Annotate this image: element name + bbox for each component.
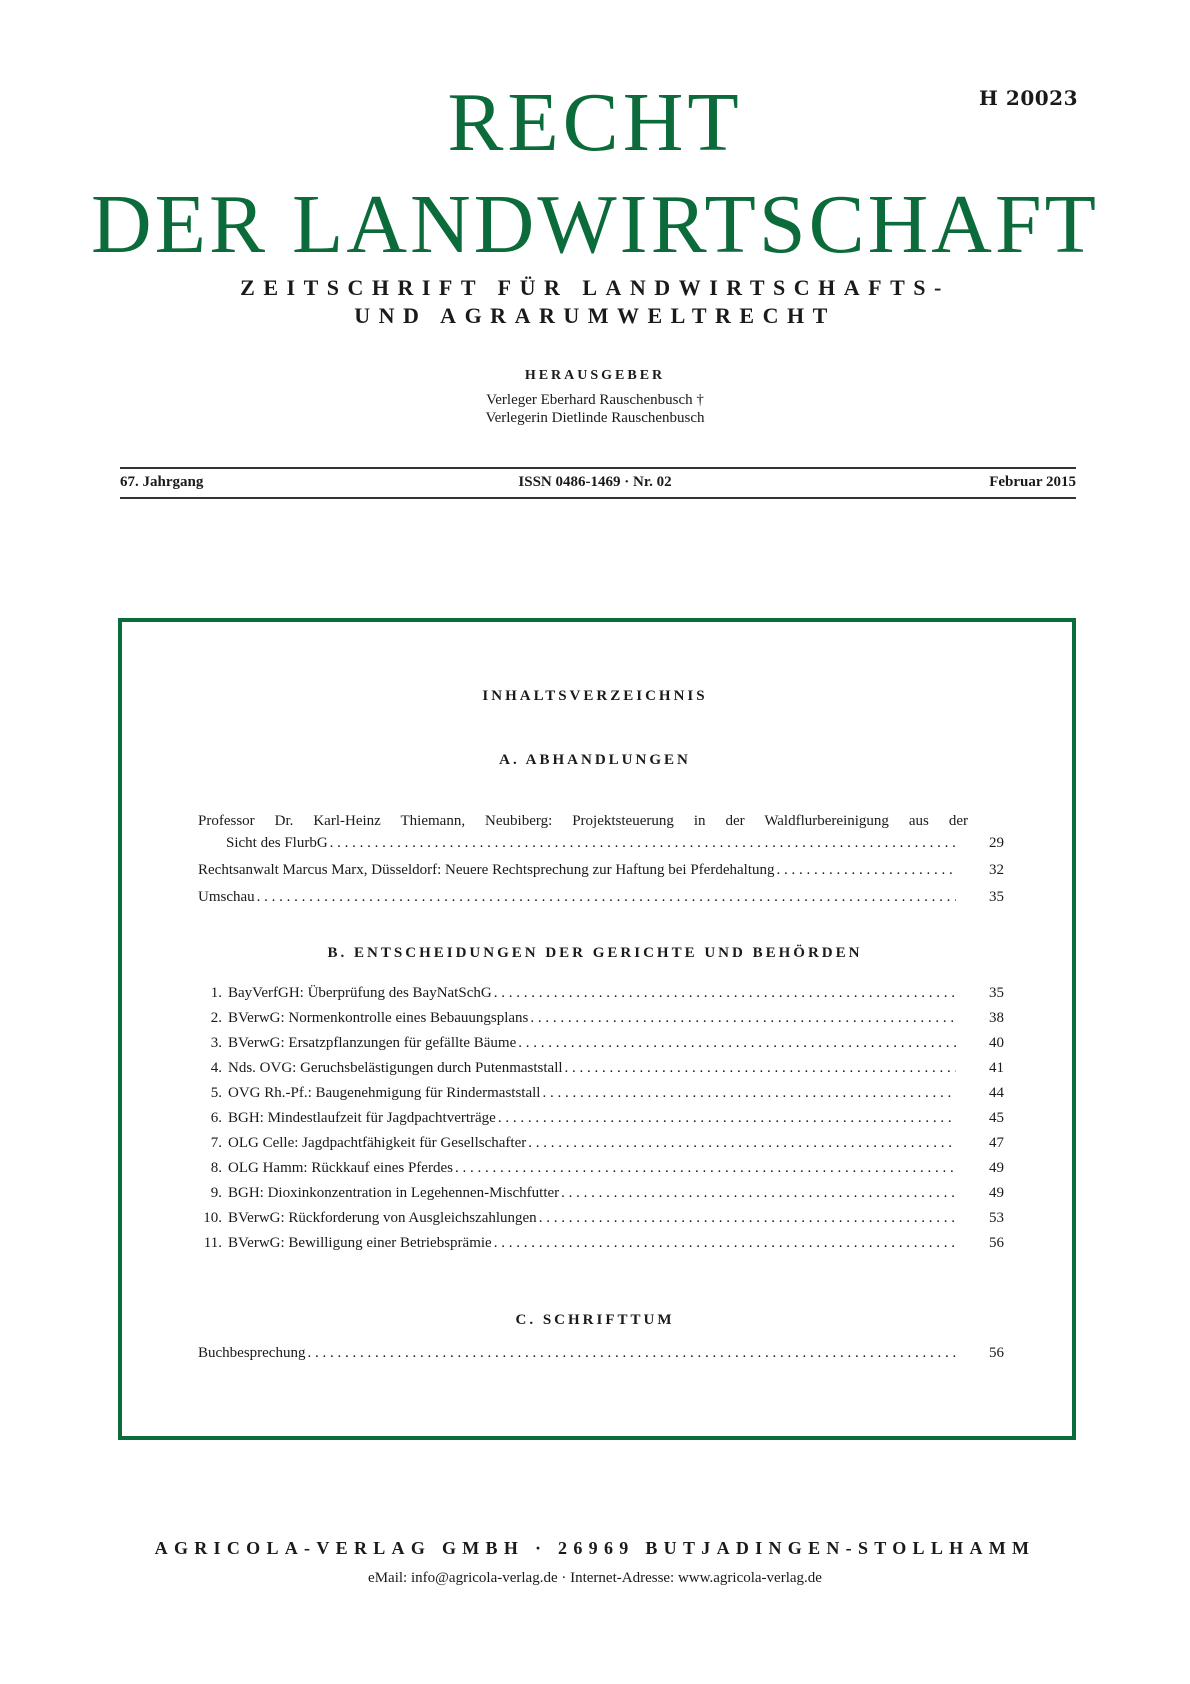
toc-entry-number: 10.	[203, 1210, 222, 1226]
issue-date: Februar 2015	[989, 474, 1076, 490]
section-b-heading: B. ENTSCHEIDUNGEN DER GERICHTE UND BEHÖRDEN	[327, 945, 863, 961]
publisher-label: HERAUSGEBER	[524, 368, 666, 383]
publisher-name-2: Verlegerin Dietlinde Rauschenbusch	[485, 410, 705, 426]
toc-entry-text: BVerwG: Rückforderung von Ausgleichszahlungen	[228, 1210, 537, 1226]
journal-subtitle-line1: ZEITSCHRIFT FÜR LANDWIRTSCHAFTS-	[240, 275, 950, 300]
dot-leader	[257, 889, 956, 906]
toc-entry-number: 9.	[210, 1185, 222, 1201]
toc-entry[interactable]	[198, 1345, 1004, 1367]
dot-leader	[539, 1210, 956, 1227]
toc-entry-page: 49	[989, 1160, 1004, 1176]
dot-leader	[561, 1185, 956, 1202]
dot-leader	[565, 1060, 956, 1077]
toc-entry-text: OVG Rh.-Pf.: Baugenehmigung für Rindermaststall	[228, 1085, 541, 1101]
journal-subtitle-line2: UND AGRARUMWELTRECHT	[354, 303, 836, 328]
toc-entry-number: 2.	[210, 1010, 222, 1026]
toc-entry-number: 6.	[210, 1110, 222, 1126]
toc-heading: INHALTSVERZEICHNIS	[482, 688, 708, 704]
toc-entry-number: 1.	[210, 985, 222, 1001]
issn-label: ISSN 0486-1469 · Nr. 02	[518, 474, 672, 490]
toc-entry-page: 53	[989, 1210, 1004, 1226]
toc-entry-page: 45	[989, 1110, 1004, 1126]
toc-entry-number: 4.	[210, 1060, 222, 1076]
toc-entry-page: 44	[989, 1085, 1004, 1101]
dot-leader	[455, 1160, 956, 1177]
toc-entry-number: 5.	[210, 1085, 222, 1101]
toc-entry-page: 49	[989, 1185, 1004, 1201]
toc-entry-page: 40	[989, 1035, 1004, 1051]
toc-entry-text: Umschau	[198, 889, 255, 905]
dot-leader	[530, 1010, 956, 1027]
toc-entry[interactable]	[198, 985, 1004, 1007]
toc-entry-text: Nds. OVG: Geruchsbelästigungen durch Putenmaststall	[228, 1060, 563, 1076]
toc-entry-text: BVerwG: Ersatzpflanzungen für gefällte Bäume	[228, 1035, 517, 1051]
toc-entry-page: 35	[989, 889, 1004, 905]
toc-entry[interactable]	[198, 1060, 1004, 1082]
dot-leader	[498, 1110, 956, 1127]
toc-entry-text: Rechtsanwalt Marcus Marx, Düsseldorf: Neuere Rechtsprechung zur Haftung bei Pferdehaltung	[198, 862, 775, 878]
toc-entry-page: 56	[989, 1235, 1004, 1251]
toc-entry-page: 35	[989, 985, 1004, 1001]
toc-entry[interactable]	[198, 1160, 1004, 1182]
toc-entry-text: BVerwG: Bewilligung einer Betriebsprämie	[228, 1235, 492, 1251]
toc-entry[interactable]	[198, 1085, 1004, 1107]
volume-label: 67. Jahrgang	[120, 474, 204, 490]
dot-leader	[307, 1345, 956, 1362]
footer-contact: eMail: info@agricola-verlag.de · Internet-Adresse: www.agricola-verlag.de	[368, 1570, 822, 1586]
toc-entry[interactable]	[198, 1185, 1004, 1207]
toc-entry[interactable]	[198, 1110, 1004, 1132]
toc-entry-text: BVerwG: Normenkontrolle eines Bebauungsplans	[228, 1010, 529, 1026]
journal-title-line1: RECHT	[447, 76, 743, 169]
dot-leader	[518, 1035, 956, 1052]
dot-leader	[776, 862, 956, 879]
toc-entry[interactable]	[198, 1135, 1004, 1157]
info-rule-top	[120, 467, 1076, 469]
toc-entry-text-line1: Professor Dr. Karl-Heinz Thiemann, Neubiberg: Projektsteuerung in der Waldflurbereinigung aus der	[198, 813, 968, 829]
toc-entry-page: 32	[989, 862, 1004, 878]
toc-entry[interactable]	[198, 1235, 1004, 1257]
toc-entry-number: 11.	[203, 1235, 222, 1251]
toc-entry-text-line2: Sicht des FlurbG	[226, 835, 328, 851]
info-rule-bottom	[120, 497, 1076, 499]
toc-entry-page: 38	[989, 1010, 1004, 1026]
toc-entry-text: BGH: Dioxinkonzentration in Legehennen-Mischfutter	[228, 1185, 560, 1201]
toc-entry[interactable]	[198, 813, 1004, 857]
toc-entry[interactable]	[198, 1010, 1004, 1032]
toc-entry[interactable]	[198, 862, 1004, 884]
toc-entry-number: 3.	[210, 1035, 222, 1051]
dot-leader	[494, 985, 956, 1002]
toc-entry[interactable]	[198, 889, 1004, 911]
dot-leader	[494, 1235, 956, 1252]
toc-entry-text: Buchbesprechung	[198, 1345, 306, 1361]
dot-leader	[330, 835, 956, 852]
publisher-name-1: Verleger Eberhard Rauschenbusch †	[486, 392, 704, 408]
toc-entry-number: 7.	[210, 1135, 222, 1151]
toc-entry[interactable]	[198, 1210, 1004, 1232]
toc-entry-text: OLG Celle: Jagdpachtfähigkeit für Gesellschafter	[228, 1135, 527, 1151]
toc-entry-page: 29	[989, 835, 1004, 851]
footer-publisher: AGRICOLA-VERLAG GMBH · 26969 BUTJADINGEN-STOLLHAMM	[154, 1538, 1036, 1558]
toc-entry-page: 56	[989, 1345, 1004, 1361]
toc-entry-page: 41	[989, 1060, 1004, 1076]
toc-entry-text: BGH: Mindestlaufzeit für Jagdpachtverträge	[228, 1110, 496, 1126]
toc-entry[interactable]	[198, 1035, 1004, 1057]
dot-leader	[528, 1135, 956, 1152]
toc-entry-number: 8.	[210, 1160, 222, 1176]
section-c-heading: C. SCHRIFTTUM	[515, 1312, 675, 1328]
toc-entry-text: BayVerfGH: Überprüfung des BayNatSchG	[228, 985, 492, 1001]
dot-leader	[542, 1085, 956, 1102]
journal-code: H 20023	[979, 86, 1078, 110]
journal-title-line2: DER LANDWIRTSCHAFT	[91, 178, 1099, 271]
section-a-heading: A. ABHANDLUNGEN	[499, 752, 691, 768]
toc-entry-page: 47	[989, 1135, 1004, 1151]
toc-entry-text: OLG Hamm: Rückkauf eines Pferdes	[228, 1160, 453, 1176]
